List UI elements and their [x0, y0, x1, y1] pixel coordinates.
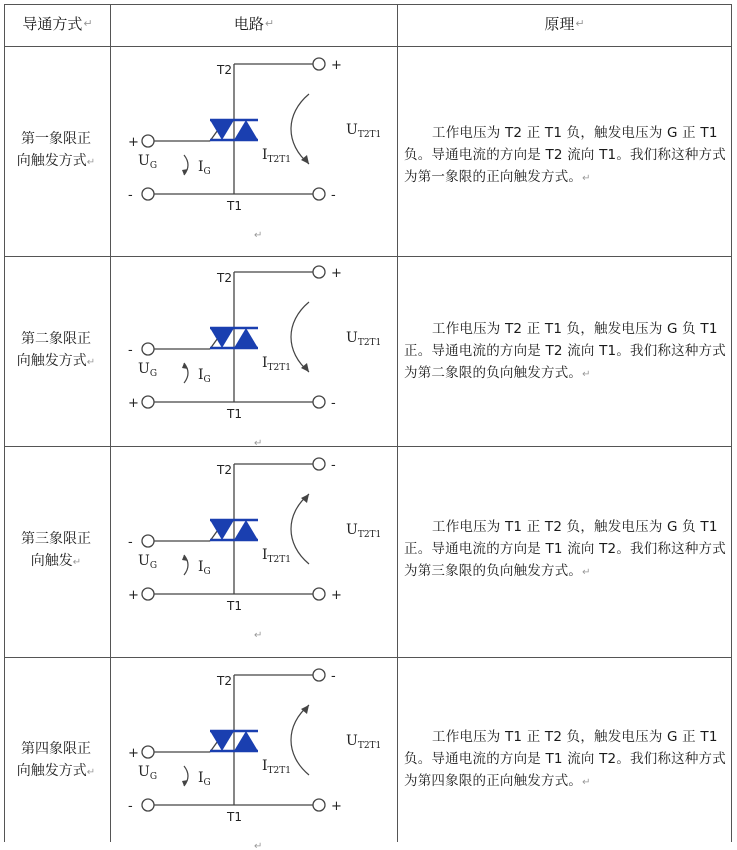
terminal-t1-sign: -	[331, 188, 336, 203]
t2-label: T2	[217, 674, 232, 688]
return-mark: ↵	[575, 16, 585, 30]
header-mode	[5, 0, 110, 46]
principle-text	[404, 516, 729, 584]
current-arc	[291, 94, 309, 164]
t1-label: T1	[227, 199, 242, 213]
mode-line-2: 向触发方式	[16, 763, 87, 779]
table-border-col1	[110, 4, 111, 842]
terminal-gate-return	[142, 396, 154, 408]
t2-label: T2	[217, 463, 232, 477]
terminal-t1-sign: -	[331, 396, 336, 411]
terminal-t2	[313, 266, 325, 278]
table-border-col2	[397, 4, 398, 842]
i-main-label: $I_{T2T1}$	[262, 355, 291, 373]
return-mark: ↵	[264, 16, 275, 30]
u-main-label: $U_{T2T1}$	[346, 733, 382, 751]
row-divider-2	[4, 446, 732, 447]
current-arc	[291, 705, 309, 775]
terminal-t1-sign: +	[331, 799, 342, 814]
ig-label: $I_G$	[198, 159, 211, 177]
mode-line-1: 第二象限正	[21, 331, 91, 347]
mode-cell	[6, 328, 106, 374]
t1-label: T1	[227, 407, 242, 421]
principle-body: 工作电压为 T1 正 T2 负，触发电压为 G 负 T1 正。导通电流的方向是 T1 流向 T2。我们称这种方式为第三象限的负向触发方式。	[404, 519, 726, 579]
ug-label: $U_G$	[138, 153, 158, 171]
terminal-gate-return	[142, 588, 154, 600]
header-mode-label: 导通方式	[22, 14, 83, 33]
i-main-label: $I_{T2T1}$	[262, 147, 291, 165]
row-divider-3	[4, 657, 732, 658]
mode-line-1: 第一象限正	[21, 131, 91, 147]
triac-triangle-right	[234, 731, 258, 751]
current-arrowhead	[301, 705, 309, 714]
principle-body: 工作电压为 T1 正 T2 负，触发电压为 G 正 T1 负。导通电流的方向是 T1 流向 T2。我们称这种方式为第四象限的正向触发方式。	[404, 729, 726, 789]
ig-label: $I_G$	[198, 770, 211, 788]
table-border-left	[4, 4, 5, 842]
return-mark: ↵	[86, 157, 96, 168]
mode-cell	[6, 528, 106, 574]
t2-label: T2	[217, 271, 232, 285]
principle-text	[404, 318, 729, 386]
t1-label: T1	[227, 810, 242, 824]
terminal-gate-return-sign: +	[128, 396, 139, 411]
terminal-t2	[313, 669, 325, 681]
mode-line-1: 第四象限正	[21, 741, 91, 757]
table-border-right	[731, 4, 732, 842]
terminal-gate-sign: +	[128, 135, 139, 150]
triac-circuit-diagram	[114, 258, 394, 449]
terminal-gate	[142, 535, 154, 547]
ug-label: $U_G$	[138, 764, 158, 782]
triac-circuit-diagram	[114, 48, 394, 254]
return-mark: ↵	[582, 777, 591, 788]
terminal-gate-return	[142, 799, 154, 811]
terminal-t2-sign: -	[331, 458, 336, 473]
triac-triangle-right	[234, 328, 258, 348]
return-mark: ↵	[72, 557, 82, 568]
current-arrowhead	[301, 363, 309, 372]
i-main-label: $I_{T2T1}$	[262, 547, 291, 565]
header-divider	[4, 46, 732, 47]
return-mark: ↵	[86, 357, 96, 368]
terminal-t1-sign: +	[331, 588, 342, 603]
mode-cell	[6, 738, 106, 784]
current-arc	[291, 494, 309, 564]
t2-label: T2	[217, 63, 232, 77]
header-circuit	[111, 0, 397, 46]
terminal-gate-sign: +	[128, 746, 139, 761]
terminal-gate-return-sign: -	[128, 188, 133, 203]
return-mark: ↵	[582, 567, 591, 578]
triac-triangle-right	[234, 520, 258, 540]
principle-body: 工作电压为 T2 正 T1 负，触发电压为 G 负 T1 正。导通电流的方向是 T2 流向 T1。我们称这种方式为第二象限的负向触发方式。	[404, 321, 726, 381]
header-circuit-label: 电路	[233, 14, 264, 33]
terminal-t2	[313, 458, 325, 470]
current-arrowhead	[301, 494, 309, 503]
return-mark: ↵	[582, 369, 591, 380]
triac-triangle-right	[234, 120, 258, 140]
header-principle	[398, 0, 731, 46]
ug-label: $U_G$	[138, 361, 158, 379]
return-mark: ↵	[86, 767, 96, 778]
terminal-gate-return-sign: +	[128, 588, 139, 603]
mode-line-2: 向触发	[30, 553, 73, 569]
mode-line-2: 向触发方式	[16, 353, 87, 369]
return-mark: ↵	[254, 230, 263, 241]
principle-text	[404, 726, 729, 794]
return-mark: ↵	[83, 16, 93, 30]
terminal-t2	[313, 58, 325, 70]
u-main-label: $U_{T2T1}$	[346, 330, 382, 348]
terminal-gate-sign: -	[128, 343, 133, 358]
ug-label: $U_G$	[138, 553, 158, 571]
row-divider-1	[4, 256, 732, 257]
terminal-gate-return-sign: -	[128, 799, 133, 814]
terminal-t1	[313, 396, 325, 408]
ig-label: $I_G$	[198, 559, 211, 577]
terminal-gate	[142, 746, 154, 758]
triac-circuit-diagram	[114, 448, 394, 655]
terminal-t1	[313, 588, 325, 600]
terminal-t2-sign: +	[331, 266, 342, 281]
terminal-t1	[313, 188, 325, 200]
mode-line-2: 向触发方式	[16, 153, 87, 169]
current-arrowhead	[301, 155, 309, 164]
mode-cell	[6, 128, 106, 174]
u-main-label: $U_{T2T1}$	[346, 522, 382, 540]
i-main-label: $I_{T2T1}$	[262, 758, 291, 776]
terminal-t1	[313, 799, 325, 811]
terminal-gate	[142, 343, 154, 355]
return-mark: ↵	[254, 438, 263, 449]
terminal-gate-sign: -	[128, 535, 133, 550]
terminal-gate-return	[142, 188, 154, 200]
return-mark: ↵	[254, 841, 263, 850]
mode-line-1: 第三象限正	[21, 531, 91, 547]
triac-circuit-diagram	[114, 659, 394, 850]
principle-body: 工作电压为 T2 正 T1 负，触发电压为 G 正 T1 负。导通电流的方向是 T2 流向 T1。我们称这种方式为第一象限的正向触发方式。	[404, 125, 726, 185]
terminal-t2-sign: +	[331, 58, 342, 73]
terminal-t2-sign: -	[331, 669, 336, 684]
u-main-label: $U_{T2T1}$	[346, 122, 382, 140]
t1-label: T1	[227, 599, 242, 613]
return-mark: ↵	[254, 630, 263, 641]
current-arc	[291, 302, 309, 372]
header-principle-label: 原理	[544, 14, 575, 33]
principle-text	[404, 122, 729, 190]
terminal-gate	[142, 135, 154, 147]
return-mark: ↵	[582, 173, 591, 184]
ig-label: $I_G$	[198, 367, 211, 385]
